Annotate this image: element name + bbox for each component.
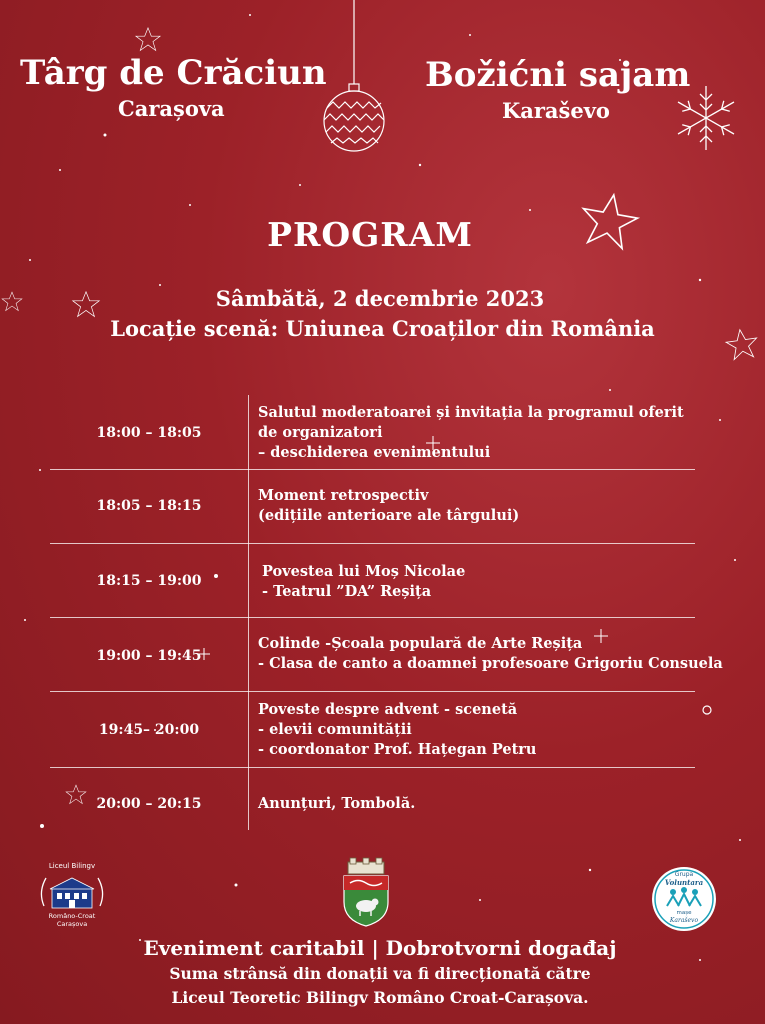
row-description <box>258 794 738 814</box>
row-separator <box>50 543 695 544</box>
volunteers-logo-text: Grupa <box>674 871 694 878</box>
row-time: 19:00 – 19:45 <box>96 648 202 664</box>
description-line: - Teatrul ”DA” Reșița <box>262 583 432 600</box>
description-line: Anunțuri, Tombolă. <box>258 795 416 812</box>
row-time: 18:05 – 18:15 <box>96 498 202 514</box>
left-subtitle: Carașova <box>118 96 225 121</box>
row-description <box>258 403 738 463</box>
school-logo-line: Româno-Croat <box>48 912 96 920</box>
volunteers-logo-text: Karaševo <box>669 917 699 924</box>
right-subtitle: Karaševo <box>502 98 610 123</box>
description-line: Colinde -Școala populară de Arte Reșița <box>258 635 583 652</box>
program-heading: PROGRAM <box>267 215 473 254</box>
volunteers-logo-text: Voluntara <box>664 878 704 887</box>
row-description <box>262 562 742 602</box>
description-line: Poveste despre advent - scenetă <box>258 701 518 718</box>
volunteers-logo-text: mașe <box>676 910 692 916</box>
star-icon <box>136 28 160 51</box>
row-description <box>258 700 738 760</box>
footer-line-1: Suma strânsă din donații va fi direcționată către <box>169 964 591 983</box>
volunteers-logo <box>651 866 717 932</box>
description-line: de organizatori <box>258 424 383 441</box>
footer-line-2: Liceul Teoretic Bilingv Româno Croat-Carașova. <box>171 988 589 1007</box>
school-logo-line: Carașova <box>56 920 88 928</box>
footer-title: Eveniment caritabil | Dobrotvorni događaj <box>143 936 617 960</box>
left-title: Târg de Crăciun <box>20 53 327 93</box>
event-location: Locație scenă: Uniunea Croaților din România <box>110 316 655 341</box>
row-time: 18:15 – 19:00 <box>96 573 202 589</box>
right-title: Božićni sajam <box>425 55 691 95</box>
row-description <box>258 634 738 674</box>
row-separator <box>50 691 695 692</box>
description-line: - Clasa de canto a doamnei profesoare Grigoriu Consuela <box>258 655 723 672</box>
school-building-icon <box>36 872 108 912</box>
description-line: Salutul moderatoarei și invitația la programul oferit <box>258 404 684 421</box>
table-divider <box>248 395 249 830</box>
coat-of-arms-icon <box>340 858 392 928</box>
event-date: Sâmbătă, 2 decembrie 2023 <box>215 286 545 311</box>
row-time: 18:00 – 18:05 <box>96 425 202 441</box>
row-time: 20:00 – 20:15 <box>96 796 202 812</box>
description-line: (edițiile anterioare ale târgului) <box>258 507 520 524</box>
ornament-ball-icon <box>324 0 384 151</box>
school-logo <box>36 858 108 932</box>
description-line: – deschiderea evenimentului <box>258 444 491 461</box>
row-time: 19:45– 20:00 <box>98 722 200 738</box>
description-line: Povestea lui Moș Nicolae <box>262 563 466 580</box>
row-separator <box>50 469 695 470</box>
description-line: - elevii comunității <box>258 721 412 738</box>
row-separator <box>50 767 695 768</box>
school-logo-bottom-text <box>36 912 108 928</box>
school-logo-top-text: Liceul Bilingv <box>48 862 96 870</box>
description-line: Moment retrospectiv <box>258 487 429 504</box>
snowflake-icon <box>678 86 734 150</box>
description-line: - coordonator Prof. Hațegan Petru <box>258 741 537 758</box>
row-description <box>258 486 738 526</box>
row-separator <box>50 617 695 618</box>
